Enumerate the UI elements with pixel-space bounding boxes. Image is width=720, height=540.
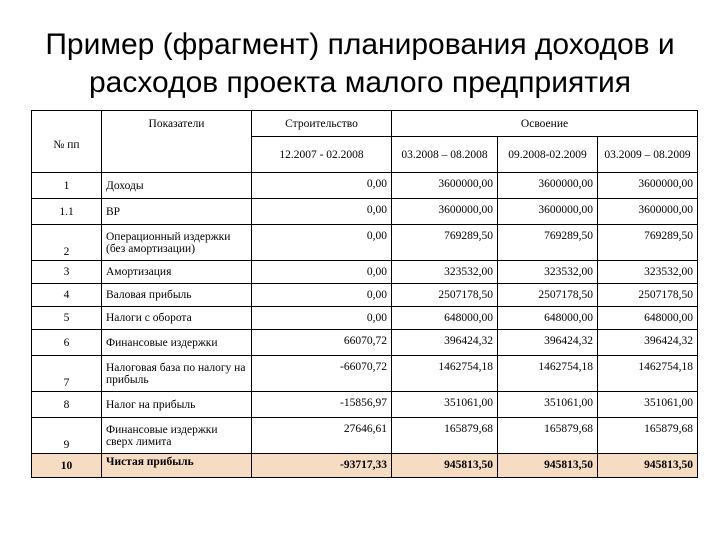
row-number: 1 xyxy=(32,173,102,199)
header-period-4: 03.2009 – 08.2009 xyxy=(598,137,698,173)
table-row xyxy=(32,307,698,330)
header-number-top xyxy=(32,111,102,137)
row-number: 4 xyxy=(32,284,102,307)
row-value: 351061,00 xyxy=(392,392,498,418)
title-line-2: расходов проекта малого предприятия xyxy=(89,66,631,99)
row-number: 6 xyxy=(32,330,102,356)
row-value: 648000,00 xyxy=(598,307,698,330)
row-value: 0,00 xyxy=(252,199,392,225)
row-name: Налог на прибыль xyxy=(102,392,252,418)
row-value: 2507178,50 xyxy=(598,284,698,307)
row-number: 1.1 xyxy=(32,199,102,225)
row-value: 396424,32 xyxy=(498,330,598,356)
row-value: 323532,00 xyxy=(392,261,498,284)
row-number: 3 xyxy=(32,261,102,284)
row-value: 769289,50 xyxy=(392,225,498,261)
header-development: Освоение xyxy=(392,111,698,137)
row-name: Финансовые издержки сверх лимита xyxy=(102,418,252,454)
row-value: 3600000,00 xyxy=(392,199,498,225)
row-value: 2507178,50 xyxy=(498,284,598,307)
row-value: 0,00 xyxy=(252,261,392,284)
row-name: Финансовые издержки xyxy=(102,330,252,356)
slide-title xyxy=(0,26,720,102)
row-name: Налоги с оборота xyxy=(102,307,252,330)
row-value: 1462754,18 xyxy=(598,356,698,392)
row-value: 323532,00 xyxy=(498,261,598,284)
row-number: 9 xyxy=(32,418,102,454)
table-row xyxy=(32,284,698,307)
row-value: 0,00 xyxy=(252,225,392,261)
row-value: -15856,97 xyxy=(252,392,392,418)
row-name: Валовая прибыль xyxy=(102,284,252,307)
row-value: 27646,61 xyxy=(252,418,392,454)
row-number: 2 xyxy=(32,225,102,261)
table-row xyxy=(32,261,698,284)
row-value: 2507178,50 xyxy=(392,284,498,307)
row-value: 323532,00 xyxy=(598,261,698,284)
row-value: -66070,72 xyxy=(252,356,392,392)
row-value: 165879,68 xyxy=(498,418,598,454)
row-value: 396424,32 xyxy=(392,330,498,356)
row-name: Амортизация xyxy=(102,261,252,284)
row-number: 8 xyxy=(32,392,102,418)
row-value: 648000,00 xyxy=(392,307,498,330)
row-value: 945813,50 xyxy=(598,454,698,478)
table-row xyxy=(32,173,698,199)
table-row xyxy=(32,392,698,418)
row-name: ВР xyxy=(102,199,252,225)
row-value: 1462754,18 xyxy=(392,356,498,392)
row-value: 3600000,00 xyxy=(498,199,598,225)
table-row-total xyxy=(32,454,698,478)
income-expense-table xyxy=(31,110,698,478)
row-value: 1462754,18 xyxy=(498,356,598,392)
header-number: № пп xyxy=(32,137,102,173)
row-value: 66070,72 xyxy=(252,330,392,356)
row-value: 769289,50 xyxy=(498,225,598,261)
table-row xyxy=(32,225,698,261)
header-period-1: 12.2007 - 02.2008 xyxy=(252,137,392,173)
table-row xyxy=(32,418,698,454)
row-name: Налоговая база по налогу на прибыль xyxy=(102,356,252,392)
row-value: 3600000,00 xyxy=(598,173,698,199)
row-number: 5 xyxy=(32,307,102,330)
header-period-2: 03.2008 – 08.2008 xyxy=(392,137,498,173)
row-value: 769289,50 xyxy=(598,225,698,261)
row-value: 396424,32 xyxy=(598,330,698,356)
row-value: 351061,00 xyxy=(498,392,598,418)
row-number: 10 xyxy=(32,454,102,478)
row-value: 351061,00 xyxy=(598,392,698,418)
table-row xyxy=(32,330,698,356)
row-value: 165879,68 xyxy=(598,418,698,454)
row-value: 945813,50 xyxy=(498,454,598,478)
header-construction: Строительство xyxy=(252,111,392,137)
row-value: -93717,33 xyxy=(252,454,392,478)
row-name: Чистая прибыль xyxy=(102,454,252,478)
table-row xyxy=(32,199,698,225)
row-number: 7 xyxy=(32,356,102,392)
row-value: 0,00 xyxy=(252,307,392,330)
row-name: Доходы xyxy=(102,173,252,199)
row-value: 0,00 xyxy=(252,284,392,307)
row-value: 0,00 xyxy=(252,173,392,199)
header-indicator: Показатели xyxy=(102,111,252,137)
row-name: Операционный издержки (без амортизации) xyxy=(102,225,252,261)
title-line-1: Пример (фрагмент) планирования доходов и xyxy=(45,28,675,61)
table-row xyxy=(32,356,698,392)
row-value: 165879,68 xyxy=(392,418,498,454)
header-period-3: 09.2008-02.2009 xyxy=(498,137,598,173)
row-value: 945813,50 xyxy=(392,454,498,478)
row-value: 3600000,00 xyxy=(498,173,598,199)
row-value: 3600000,00 xyxy=(598,199,698,225)
row-value: 3600000,00 xyxy=(392,173,498,199)
row-value: 648000,00 xyxy=(498,307,598,330)
header-indicator-blank xyxy=(102,137,252,173)
